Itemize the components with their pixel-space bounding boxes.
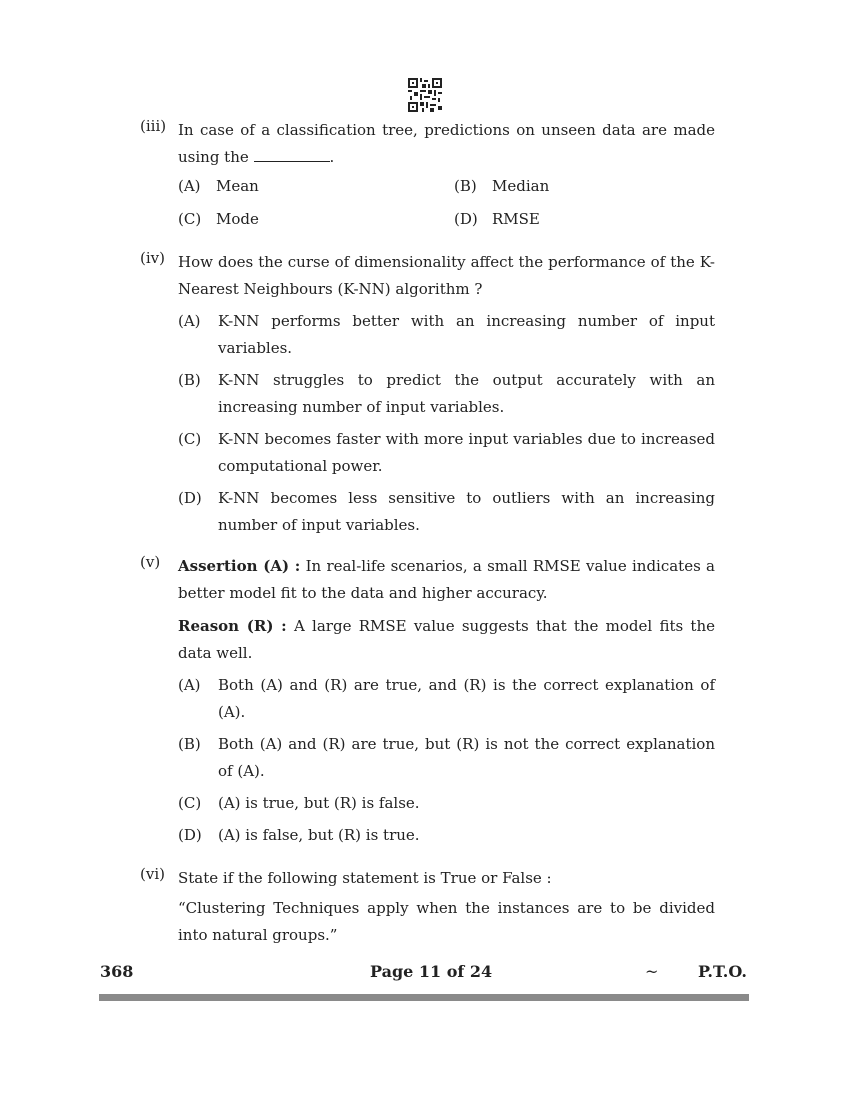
- reason: Reason (R) : A large RMSE value suggests that the model fits the data well.: [178, 617, 715, 662]
- option-c: (C) K-NN becomes faster with more input variables due to increased computational power.: [178, 430, 715, 475]
- option-c: (C) (A) is true, but (R) is false.: [178, 794, 420, 812]
- statement-quote: “Clustering Techniques apply when the instances are to be divided into natural groups.”: [178, 899, 715, 944]
- pto-label: P.T.O.: [698, 962, 747, 981]
- option-b: (B) Both (A) and (R) are true, but (R) is not the correct explanation of (A).: [178, 735, 715, 780]
- option-c: (C) Mode: [178, 210, 259, 228]
- option-b: (B) Median: [454, 177, 550, 195]
- question-number: (iv): [140, 249, 165, 267]
- option-a: (A) K-NN performs better with an increasing number of input variables.: [178, 312, 715, 357]
- options-row: [178, 210, 715, 243]
- question-number: (iii): [140, 117, 167, 135]
- options-row: [178, 177, 715, 210]
- option-d: (D) K-NN becomes less sensitive to outliers with an increasing number of input variables.: [178, 489, 715, 534]
- question-number: (v): [140, 553, 161, 571]
- question-iv: [140, 249, 715, 539]
- footer-rule: [99, 994, 749, 1001]
- page-footer: [100, 962, 750, 984]
- question-number: (vi): [140, 865, 165, 883]
- option-d: (D) (A) is false, but (R) is true.: [178, 826, 420, 844]
- option-a: (A) Both (A) and (R) are true, and (R) is the correct explanation of (A).: [178, 676, 715, 721]
- question-iii: [140, 117, 715, 243]
- option-b: (B) K-NN struggles to predict the output accurately with an increasing number of input variables.: [178, 371, 715, 416]
- question-vi: [140, 865, 715, 949]
- question-v: [140, 553, 715, 849]
- page-number: Page 11 of 24: [370, 962, 493, 981]
- option-a: (A) Mean: [178, 177, 259, 195]
- qr-code-icon: [408, 78, 442, 112]
- tilde-mark: ~: [645, 962, 659, 981]
- assertion: Assertion (A) : In real-life scenarios, a small RMSE value indicates a better model fit to the data and higher accuracy.: [178, 557, 715, 602]
- question-stem: State if the following statement is True or False :: [178, 869, 552, 887]
- question-stem: How does the curse of dimensionality affect the performance of the K-Nearest Neighbours (K-NN) algorithm ?: [178, 253, 715, 298]
- fill-blank: [254, 147, 330, 162]
- paper-code: 368: [100, 962, 134, 981]
- question-stem: In case of a classification tree, predictions on unseen data are made using the .: [178, 121, 715, 166]
- option-d: (D) RMSE: [454, 210, 540, 228]
